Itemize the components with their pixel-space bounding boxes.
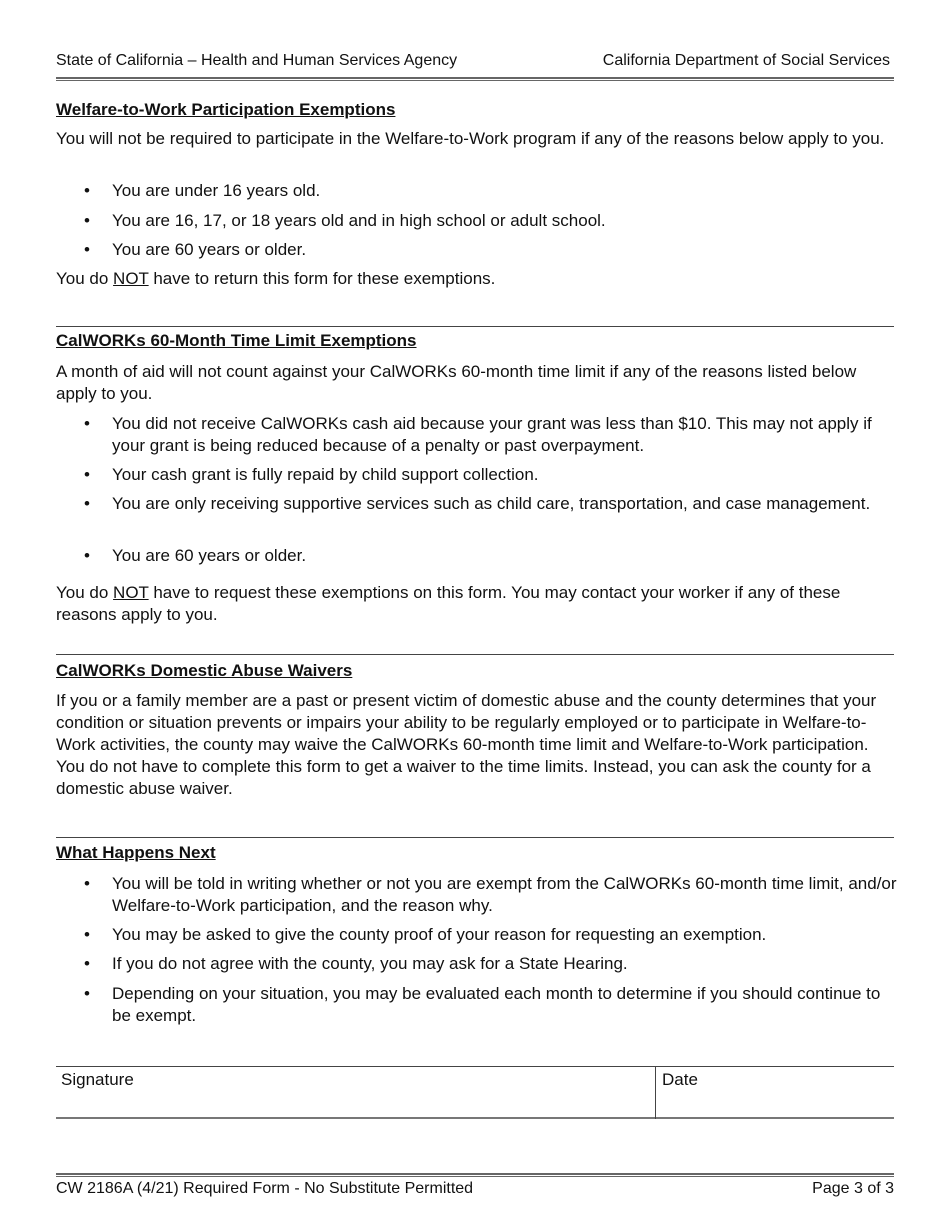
list-item: You may be asked to give the county proof of your reason for requesting an exemption. (112, 925, 767, 944)
section-divider (56, 326, 894, 327)
signature-date-divider (655, 1066, 656, 1119)
list-item: You are 60 years or older. (112, 240, 307, 259)
note-text: have to return this form for these exemptions. (148, 269, 496, 288)
section-body: If you or a family member are a past or present victim of domestic abuse and the county determines that your condition or situation prevents or impairs your ability to be regularly employed or to participate in Welfare-to-Work activities, the county may waive the CalWORKs 60-month time limit and Welfare-to-Work participation. You do not have to complete this form to get a waiver to the time limits. Instead, you can ask the county for a domestic abuse waiver. (56, 691, 877, 798)
list-item: You are under 16 years old. (112, 181, 321, 200)
note-text: You do (56, 583, 114, 602)
bullet-icon: • (84, 465, 90, 484)
list-item: You will be told in writing whether or not you are exempt from the CalWORKs 60-month time limit, and/or Welfare-to-Work participation, and the reason why. (112, 874, 897, 915)
bullet-icon: • (84, 211, 90, 230)
note-emphasis: NOT (113, 583, 149, 602)
date-label: Date (662, 1070, 698, 1089)
bullet-icon: • (84, 925, 90, 944)
header-department: California Department of Social Services (602, 52, 890, 69)
date-field[interactable] (662, 1070, 890, 1118)
header-agency: State of California – Health and Human Services Agency (56, 52, 458, 69)
bullet-icon: • (84, 954, 90, 973)
note-text: have to request these exemptions on this form. You may contact your worker if any of these reasons apply to you. (56, 583, 841, 624)
list-item: You are 16, 17, or 18 years old and in high school or adult school. (112, 211, 606, 230)
section-intro: A month of aid will not count against your CalWORKs 60-month time limit if any of the reasons listed below apply to you. (56, 362, 857, 403)
section-title-wtw-exemptions: Welfare-to-Work Participation Exemptions (56, 100, 396, 119)
section-divider (56, 837, 894, 838)
note-emphasis: NOT (113, 269, 149, 288)
list-item: If you do not agree with the county, you may ask for a State Hearing. (112, 954, 628, 973)
section-title-domestic-abuse-waivers: CalWORKs Domestic Abuse Waivers (56, 661, 353, 680)
section-note (56, 582, 896, 626)
section-title-what-happens-next: What Happens Next (56, 843, 216, 862)
list-item: You did not receive CalWORKs cash aid because your grant was less than $10. This may not apply if your grant is being reduced because of a penalty or past overpayment. (112, 414, 872, 455)
bullet-icon: • (84, 494, 90, 513)
bullet-icon: • (84, 181, 90, 200)
bullet-icon: • (84, 874, 90, 893)
section-intro: You will not be required to participate in the Welfare-to-Work program if any of the reasons below apply to you. (56, 129, 885, 148)
list-item: Your cash grant is fully repaid by child support collection. (112, 465, 539, 484)
footer-double-rule (56, 1173, 894, 1177)
list-item: You are only receiving supportive services such as child care, transportation, and case management. (112, 494, 871, 513)
bullet-icon: • (84, 240, 90, 259)
footer-form-id: CW 2186A (4/21) Required Form - No Substitute Permitted (56, 1180, 474, 1197)
section-divider (56, 654, 894, 655)
list-item: You are 60 years or older. (112, 546, 307, 565)
bullet-icon: • (84, 414, 90, 433)
footer-page-number: Page 3 of 3 (812, 1180, 894, 1197)
section-note (56, 268, 896, 290)
list-item: Depending on your situation, you may be evaluated each month to determine if you should continue to be exempt. (112, 984, 881, 1025)
header-double-rule (56, 77, 894, 81)
signature-label: Signature (61, 1070, 134, 1089)
bullet-icon: • (84, 984, 90, 1003)
section-title-time-limit-exemptions: CalWORKs 60-Month Time Limit Exemptions (56, 331, 417, 350)
signature-field[interactable] (61, 1070, 651, 1118)
bullet-icon: • (84, 546, 90, 565)
note-text: You do (56, 269, 114, 288)
